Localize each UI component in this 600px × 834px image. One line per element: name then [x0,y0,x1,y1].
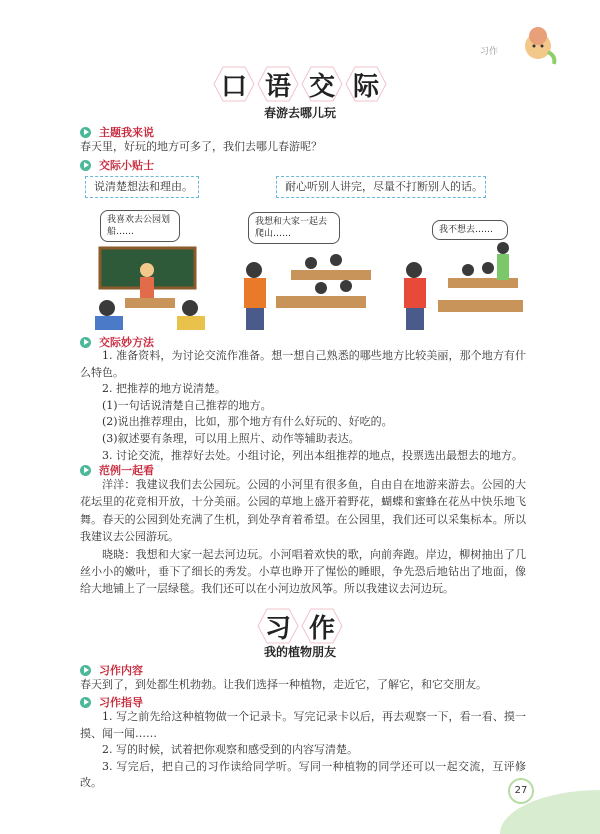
paragraph: 春天到了，到处都生机勃勃。让我们选择一种植物，走近它，了解它，和它交朋友。 [80,678,487,691]
list-item: 1. 准备资料，为讨论交流作准备。想一想自己熟悉的哪些地方比较美丽，那个地方有什么特色。 [80,349,526,379]
list-item: (2)说出推荐理由，比如，那个地方有什么好玩的、好吃的。 [102,415,393,429]
play-bullet-icon [80,665,91,676]
speech-bubble: 我不想去…… [432,220,508,240]
section-heading: 习作内容 [80,662,143,678]
play-bullet-icon [80,160,91,171]
section-heading: 交际小贴士 [80,157,154,173]
running-header: 习作 [480,47,499,57]
list-item: 2. 把推荐的地方说清楚。 [102,382,226,396]
paragraph: 晓晓：我想和大家一起去河边玩。小河唱着欢快的歌，向前奔跑。岸边，柳树抽出了几丝小小的嫩叶，垂下了细长的秀发。小草也睁开了惺忪的睡眼，争先恐后地钻出了地面，像给大地铺上了一层绿毯。我们还可以在小河边放风筝。所以我建议去河边玩。 [80,547,526,596]
guide-list [80,709,526,792]
section-heading: 交际妙方法 [80,334,154,350]
mascot-illustration [520,22,560,70]
title-char: 口 [213,66,255,102]
writing-title [0,608,600,644]
oral-subtitle: 春游去哪儿玩 [263,106,336,120]
title-char: 际 [345,66,387,102]
tip-box: 说清楚想法和理由。 [85,176,199,198]
play-bullet-icon [80,127,91,138]
speech-bubble: 我喜欢去公园划船…… [100,210,180,242]
section-heading: 习作指导 [80,694,143,710]
play-bullet-icon [80,337,91,348]
paragraph: 春天里，好玩的地方可多了，我们去哪儿春游呢？ [80,140,322,153]
title-char: 语 [257,66,299,102]
section-heading: 范例一起看 [80,462,154,478]
play-bullet-icon [80,465,91,476]
play-bullet-icon [80,697,91,708]
list-item: (3)叙述要有条理，可以用上照片、动作等辅助表达。 [102,431,360,445]
speech-bubble: 我想和大家一起去爬山…… [248,212,340,244]
title-char: 作 [301,608,343,644]
writing-subtitle: 我的植物朋友 [263,645,336,659]
oral-title [0,66,600,102]
list-item: (1)一句话说清楚自己推荐的地方。 [102,398,272,412]
section-heading: 主题我来说 [80,124,154,140]
list-item: 2. 写的时候，试着把你观察和感受到的内容写清楚。 [102,743,358,757]
page-number: 27 [508,778,534,804]
list-item: 1. 写之前先给这种植物做一个记录卡。写完记录卡以后，再去观察一下，看一看、摸一摸、闻一闻…… [80,710,526,740]
method-list [80,348,526,464]
tip-box: 耐心听别人讲完，尽量不打断别人的话。 [276,176,486,198]
title-char: 习 [257,608,299,644]
example-text [80,476,526,598]
paragraph: 洋洋：我建议我们去公园玩。公园的小河里有很多鱼，自由自在地游来游去。公园的大花坛里的花竞相开放，十分美丽。公园的草地上盛开着野花，蝴蝶和蜜蜂在花丛中快乐地飞舞。春天的公园到处充满了生机，到处孕育着希望。在公园里，我们还可以采集标本。所以我建议去公园游玩。 [80,478,526,544]
title-char: 交 [301,66,343,102]
list-item: 3. 讨论交流，推荐好去处。小组讨论，列出本组推荐的地点，投票选出最想去的地方。 [102,448,523,462]
list-item: 3. 写完后，把自己的习作读给同学听。写同一种植物的同学还可以一起交流，互评修改。 [80,759,526,790]
